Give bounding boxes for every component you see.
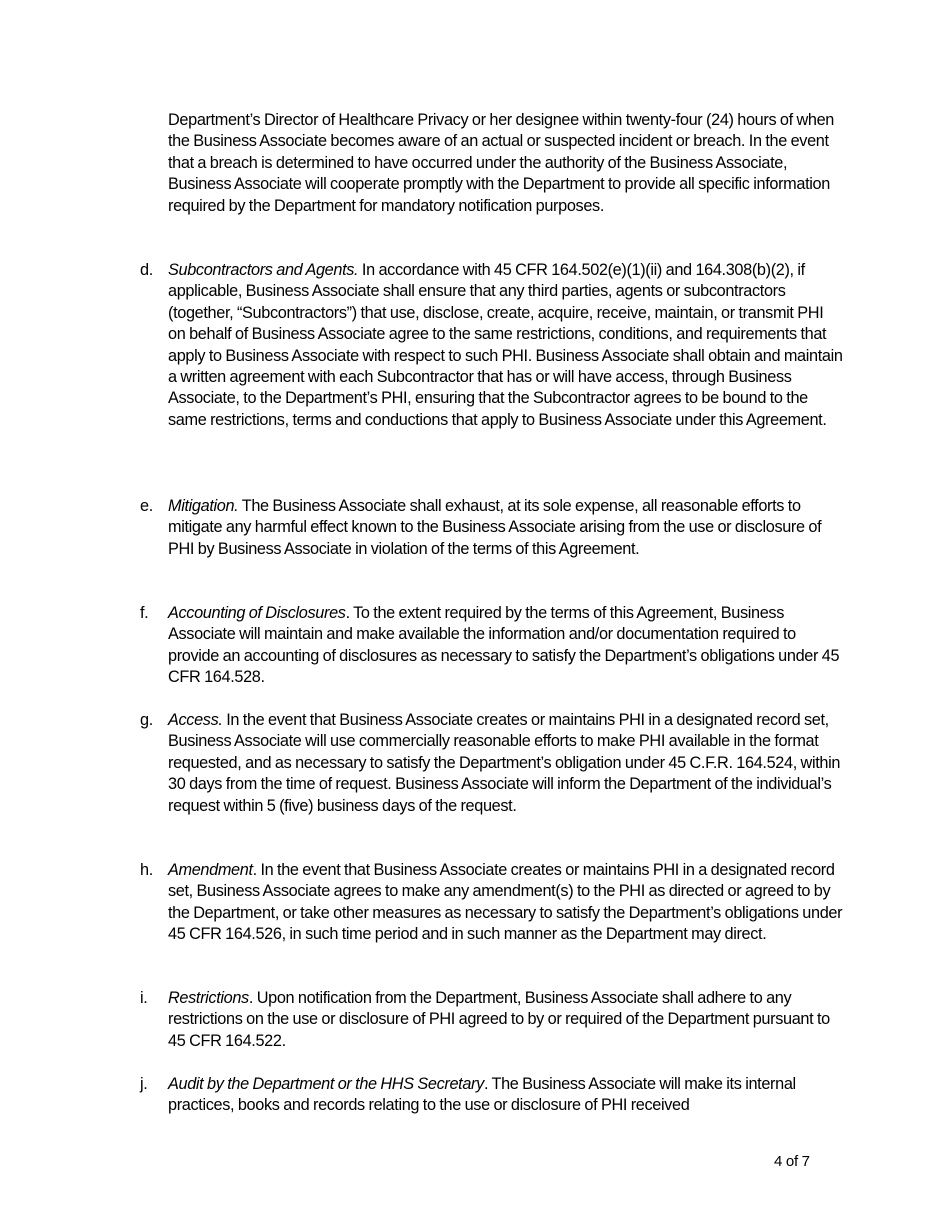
list-item-body [168,260,844,431]
item-title: Accounting of Disclosures [168,604,346,622]
list-marker: e. [140,497,153,515]
item-title: Access. [168,711,223,729]
list-item-d [140,260,844,431]
list-item-i [140,988,844,1052]
list-item-j [140,1074,844,1117]
page-number: 4 of 7 [774,1153,810,1170]
list-item-f [140,603,844,689]
item-text: In the event that Business Associate creates or maintains PHI in a designated record set, Business Associate will use commercially reasonable efforts to make PHI available in the format requested, and as necessary to satisfy the Department’s obligation under 45 C.F.R. 164.524, within 30 days from the time of request. Business Associate will inform the Department of the individual’s request within 5 (five) business days of the request. [168,711,841,815]
item-title: Mitigation. [168,497,239,515]
list-item-body [168,603,844,689]
list-item-body [168,496,844,560]
item-title: Restrictions [168,989,249,1007]
item-text: . The Business Associate will make its internal practices, books and records relating to the use or disclosure of PHI received [168,1075,796,1115]
list-marker: j. [140,1075,148,1093]
list-item-body [168,710,844,817]
intro-paragraph: Department’s Director of Healthcare Privacy or her designee within twenty-four (24) hours of when the Business Associate becomes aware of an actual or suspected incident or breach. In the event that a breach is determined to have occurred under the authority of the Business Associate, Business Associate will cooperate promptly with the Department to provide all specific information required by the Department for mandatory notification purposes. [168,111,834,215]
list-item-e [140,496,844,560]
list-item-body [168,1074,844,1117]
list-marker: f. [140,604,149,622]
list-item-body [168,860,844,946]
item-title: Audit by the Department or the HHS Secretary [168,1075,484,1093]
list-marker: i. [140,989,148,1007]
item-title: Amendment [168,861,253,879]
list-marker: h. [140,861,153,879]
item-text: In accordance with 45 CFR 164.502(e)(1)(ii) and 164.308(b)(2), if applicable, Business Associate shall ensure that any third parties, agents or subcontractors (together, “Subcontractors”) that use, disclose, create, acquire, receive, maintain, or transmit PHI on behalf of Business Associate agree to the same restrictions, conditions, and requirements that apply to Business Associate with respect to such PHI. Business Associate shall obtain and maintain a written agreement with each Subcontractor that has or will have access, through Business Associate, to the Department’s PHI, ensuring that the Subcontractor agrees to be bound to the same restrictions, terms and conductions that apply to Business Associate under this Agreement. [168,261,843,429]
list-marker: d. [140,261,153,279]
list-item-g [140,710,844,817]
item-text: The Business Associate shall exhaust, at its sole expense, all reasonable efforts to mitigate any harmful effect known to the Business Associate arising from the use or disclosure of PHI by Business Associate in violation of the terms of this Agreement. [168,497,822,558]
item-text: . Upon notification from the Department, Business Associate shall adhere to any restrictions on the use or disclosure of PHI agreed to by or required of the Department pursuant to 45 CFR 164.522. [168,989,830,1050]
list-marker: g. [140,711,153,729]
item-title: Subcontractors and Agents. [168,261,359,279]
list-item-h [140,860,844,946]
item-text: . In the event that Business Associate creates or maintains PHI in a designated record set, Business Associate agrees to make any amendment(s) to the PHI as directed or agreed to by the Department, or take other measures as necessary to satisfy the Department’s obligations under 45 CFR 164.526, in such time period and in such manner as the Department may direct. [168,861,843,944]
item-text: . To the extent required by the terms of this Agreement, Business Associate will maintain and make available the information and/or documentation required to provide an accounting of disclosures as necessary to satisfy the Department’s obligations under 45 CFR 164.528. [168,604,840,687]
list-item-body [168,988,844,1052]
